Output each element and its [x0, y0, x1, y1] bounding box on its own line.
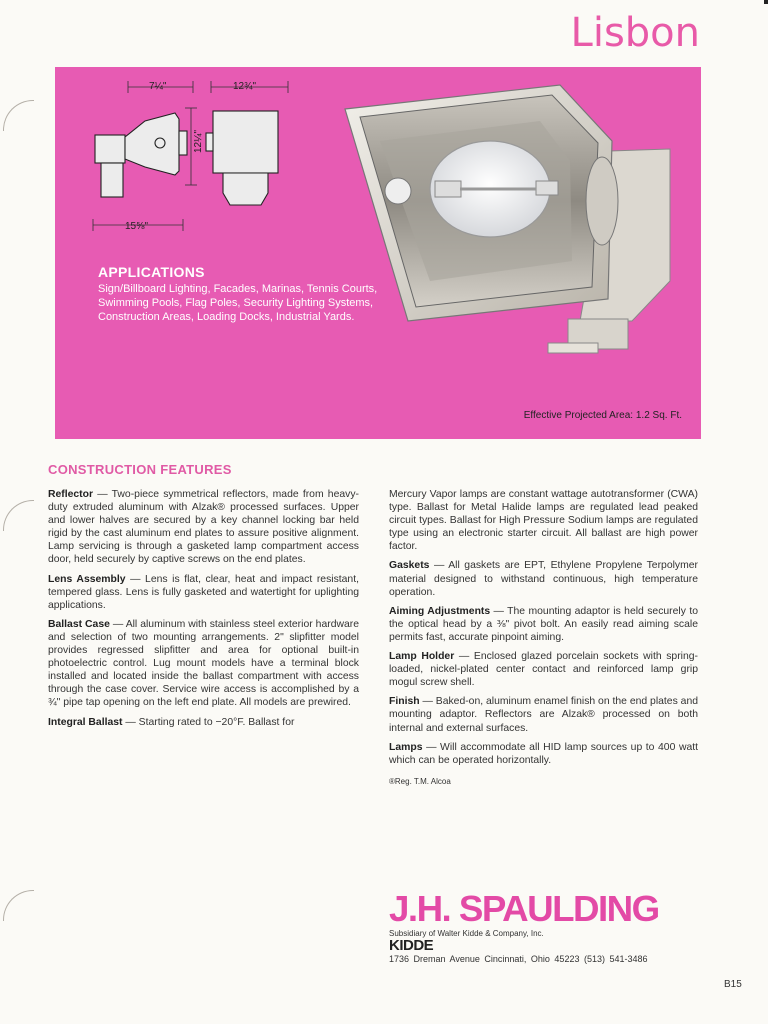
company-block: [389, 888, 659, 964]
dimension-label: 15⅝": [125, 221, 149, 232]
feature-term: Aiming Adjustments: [389, 605, 491, 617]
feature-term: Gaskets: [389, 560, 430, 572]
feature-term: Lens Assembly: [48, 573, 126, 585]
feature-text: — Enclosed glazed porcelain sockets with spring-loaded, nickel-plated center contact and reinforced lamp grip mogul screw shell.: [389, 651, 698, 689]
lens-paragraph: [48, 573, 359, 612]
feature-term: Ballast Case: [48, 618, 110, 630]
punch-hole-mark: [3, 500, 34, 531]
lamps-paragraph: [389, 741, 698, 767]
text-column-right: [389, 488, 698, 794]
dimension-label: 7¼": [149, 81, 167, 92]
feature-text: — Two-piece symmetrical reflectors, made from heavy-duty extruded aluminum with Alzak® processed surfaces. Upper and lower halves are secured by a key channel locking bar held rigid by the cast aluminum end plates to assure positive alignment. Lamp servicing is through a gasketed lamp compartment access door, held securely by captive screws on the end plates.: [48, 489, 359, 566]
dimension-label: 12¼": [193, 129, 204, 153]
applications-heading: APPLICATIONS: [98, 264, 205, 280]
feature-text: — The mounting adaptor is held securely to the optical head by a ⅜" pivot bolt. An easily read aiming scale permits fast, accurate pinpoint aiming.: [389, 605, 698, 643]
feature-term: Reflector: [48, 489, 94, 500]
product-title: Lisbon: [570, 10, 700, 56]
feature-text: — All gaskets are EPT, Ethylene Propylene Terpolymer material designed to withstand continuous, high temperature operation.: [389, 560, 698, 598]
construction-heading: CONSTRUCTION FEATURES: [48, 462, 232, 477]
dimension-drawing: [83, 75, 313, 245]
integral-ballast-paragraph: [48, 716, 359, 729]
effective-projected-area: Effective Projected Area: 1.2 Sq. Ft.: [523, 410, 682, 421]
punch-hole-mark: [3, 890, 34, 921]
feature-text: — Lens is flat, clear, heat and impact resistant, tempered glass. Lens is fully gasketed and watertight for uplighting applications.: [48, 573, 359, 611]
fixture-photo: [340, 81, 685, 371]
feature-text: — Starting rated to −20°F. Ballast for: [122, 716, 295, 728]
feature-term: Lamps: [389, 741, 423, 753]
corner-mark: [764, 0, 768, 4]
lamp-holder-paragraph: [389, 650, 698, 689]
text-column-left: [48, 488, 359, 735]
reflector-paragraph: [48, 488, 359, 567]
hero-panel: [55, 67, 701, 439]
aiming-paragraph: [389, 605, 698, 644]
trademark-note: ®Reg. T.M. Alcoa: [389, 776, 451, 786]
feature-text: — Baked-on, aluminum enamel finish on the end plates and mounting adaptor. Reflectors are Alzak® processed on both internal and external surfaces.: [389, 696, 698, 734]
feature-term: Lamp Holder: [389, 651, 455, 663]
applications-text: Sign/Billboard Lighting, Facades, Marinas, Tennis Courts, Swimming Pools, Flag Poles, Security Lighting Systems, Construction Areas, Loading Docks, Industrial Yards.: [98, 283, 378, 323]
feature-term: Finish: [389, 696, 420, 708]
gaskets-paragraph: [389, 559, 698, 598]
ballast-continued-paragraph: Mercury Vapor lamps are constant wattage autotransformer (CWA) type. Ballast for Metal Halide lamps are regulated lead peaked circuit types. Ballast for High Pressure Sodium lamps are regulated type using an electronic starter circuit. All ballast are high power factor.: [389, 489, 698, 553]
company-logo: J.H. SPAULDING: [389, 888, 659, 929]
ballast-case-paragraph: [48, 618, 359, 710]
dimension-label: 12¾": [233, 81, 257, 92]
feature-text: — Will accommodate all HID lamp sources up to 400 watt which can be operated horizontally.: [389, 741, 698, 766]
finish-paragraph: [389, 695, 698, 734]
company-address: 1736 Dreman Avenue Cincinnati, Ohio 45223 (513) 541-3486: [389, 954, 648, 964]
punch-hole-mark: [3, 100, 34, 131]
page-number: B15: [724, 979, 742, 990]
feature-text: — All aluminum with stainless steel exterior hardware and selection of two mounting arrangements. 2" slipfitter model provides regressed slipfitter and area for optional built-in photoelectric control. Lug mount models have a terminal block installed and located inside the ballast compartment with access through the case cover. Service wire access is accomplished by a ¾" pipe tap opening on the left end plate. All models are prewired.: [48, 618, 359, 709]
subsidiary-text: Subsidiary of Walter Kidde & Company, Inc.: [389, 929, 544, 938]
kidde-logo: KIDDE: [389, 937, 434, 954]
feature-term: Integral Ballast: [48, 716, 123, 728]
